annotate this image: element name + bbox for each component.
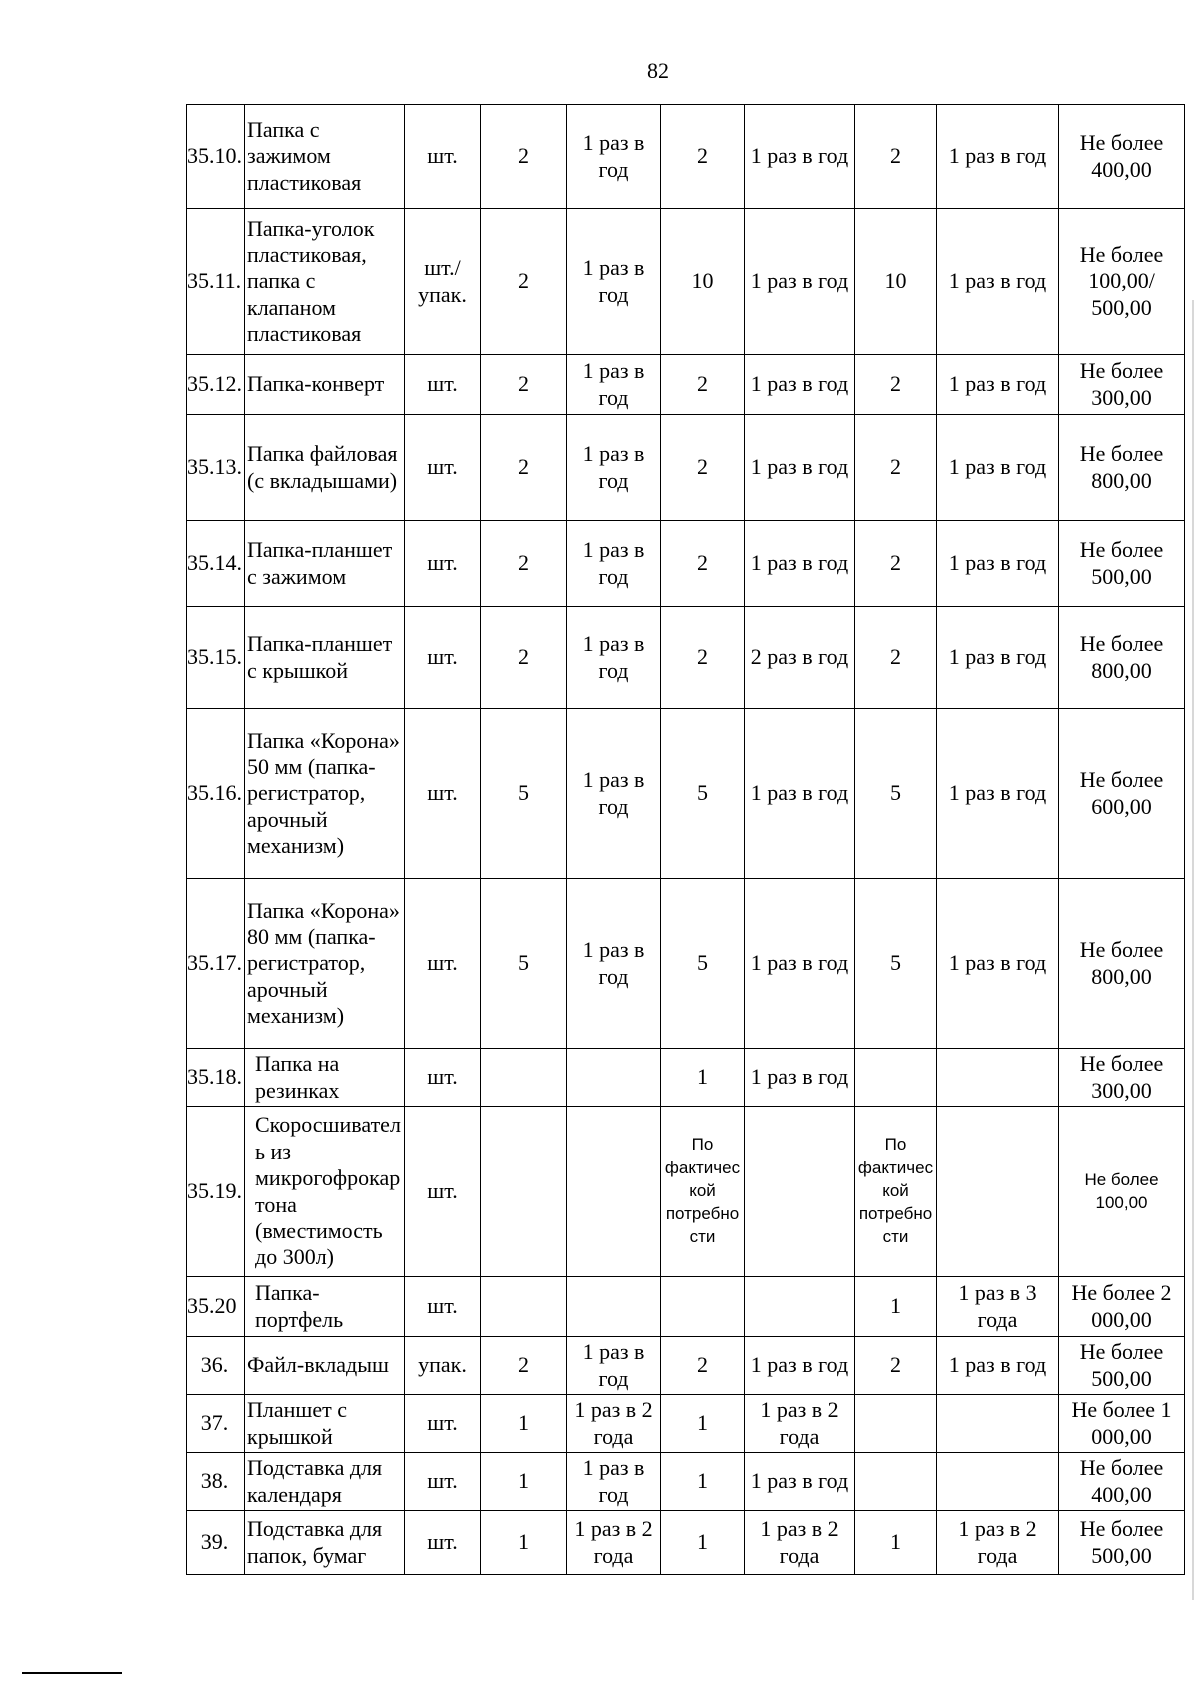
qty-1: 2 bbox=[481, 209, 567, 355]
item-name: Папка-планшет с зажимом bbox=[245, 521, 405, 607]
qty-2: 1 bbox=[661, 1453, 745, 1511]
qty-1 bbox=[481, 1107, 567, 1277]
price: Не более 800,00 bbox=[1059, 607, 1185, 709]
qty-3: 2 bbox=[855, 355, 937, 415]
period-1 bbox=[567, 1277, 661, 1337]
price: Не более 1 000,00 bbox=[1059, 1395, 1185, 1453]
qty-2: 2 bbox=[661, 521, 745, 607]
period-1: 1 раз в год bbox=[567, 879, 661, 1049]
unit: шт. bbox=[405, 521, 481, 607]
period-3 bbox=[937, 1049, 1059, 1107]
period-1: 1 раз в год bbox=[567, 209, 661, 355]
period-2: 1 раз в 2 года bbox=[745, 1395, 855, 1453]
qty-3: 1 bbox=[855, 1277, 937, 1337]
row-number: 35.16. bbox=[187, 709, 245, 879]
price: Не более 500,00 bbox=[1059, 1511, 1185, 1575]
price: Не более 100,00 bbox=[1059, 1107, 1185, 1277]
price: Не более 2 000,00 bbox=[1059, 1277, 1185, 1337]
unit: шт. bbox=[405, 1453, 481, 1511]
qty-3: По фактической потребности bbox=[855, 1107, 937, 1277]
unit: шт. bbox=[405, 1395, 481, 1453]
period-2: 1 раз в год bbox=[745, 355, 855, 415]
period-3: 1 раз в год bbox=[937, 521, 1059, 607]
price: Не более 300,00 bbox=[1059, 1049, 1185, 1107]
qty-1: 2 bbox=[481, 415, 567, 521]
qty-2: 1 bbox=[661, 1395, 745, 1453]
row-number: 35.15. bbox=[187, 607, 245, 709]
qty-2: 5 bbox=[661, 709, 745, 879]
period-2: 1 раз в год bbox=[745, 879, 855, 1049]
period-3 bbox=[937, 1107, 1059, 1277]
period-1: 1 раз в год bbox=[567, 415, 661, 521]
qty-3: 1 bbox=[855, 1511, 937, 1575]
row-number: 39. bbox=[187, 1511, 245, 1575]
unit: шт. bbox=[405, 1107, 481, 1277]
table-row bbox=[187, 1337, 1185, 1395]
period-3: 1 раз в год bbox=[937, 879, 1059, 1049]
qty-1: 2 bbox=[481, 521, 567, 607]
unit: шт./ упак. bbox=[405, 209, 481, 355]
unit: шт. bbox=[405, 879, 481, 1049]
item-name: Папка с зажимом пластиковая bbox=[245, 105, 405, 209]
unit: шт. bbox=[405, 607, 481, 709]
qty-1: 2 bbox=[481, 355, 567, 415]
price: Не более 100,00/ 500,00 bbox=[1059, 209, 1185, 355]
qty-2: 2 bbox=[661, 105, 745, 209]
period-3: 1 раз в год bbox=[937, 709, 1059, 879]
unit: шт. bbox=[405, 105, 481, 209]
qty-1: 5 bbox=[481, 709, 567, 879]
table-row bbox=[187, 1049, 1185, 1107]
qty-1: 2 bbox=[481, 607, 567, 709]
unit: шт. bbox=[405, 1511, 481, 1575]
scan-edge-line bbox=[1192, 300, 1194, 1600]
table-row bbox=[187, 1395, 1185, 1453]
table-row bbox=[187, 607, 1185, 709]
period-2: 2 раз в год bbox=[745, 607, 855, 709]
qty-2: 1 bbox=[661, 1511, 745, 1575]
qty-3: 2 bbox=[855, 1337, 937, 1395]
period-1: 1 раз в год bbox=[567, 105, 661, 209]
price: Не более 600,00 bbox=[1059, 709, 1185, 879]
unit: шт. bbox=[405, 415, 481, 521]
period-2: 1 раз в год bbox=[745, 521, 855, 607]
price: Не более 300,00 bbox=[1059, 355, 1185, 415]
period-2 bbox=[745, 1277, 855, 1337]
period-1: 1 раз в год bbox=[567, 709, 661, 879]
qty-3: 2 bbox=[855, 607, 937, 709]
qty-3: 2 bbox=[855, 415, 937, 521]
price: Не более 500,00 bbox=[1059, 521, 1185, 607]
row-number: 35.11. bbox=[187, 209, 245, 355]
page-number: 82 bbox=[647, 58, 669, 83]
table-row bbox=[187, 355, 1185, 415]
period-1: 1 раз в год bbox=[567, 607, 661, 709]
unit: шт. bbox=[405, 709, 481, 879]
row-number: 37. bbox=[187, 1395, 245, 1453]
row-number: 35.10. bbox=[187, 105, 245, 209]
qty-1: 5 bbox=[481, 879, 567, 1049]
period-1: 1 раз в 2 года bbox=[567, 1511, 661, 1575]
qty-2: 2 bbox=[661, 607, 745, 709]
period-2: 1 раз в 2 года bbox=[745, 1511, 855, 1575]
item-name: Папка на резинках bbox=[245, 1049, 405, 1107]
qty-1: 1 bbox=[481, 1395, 567, 1453]
item-name: Папка-планшет с крышкой bbox=[245, 607, 405, 709]
period-3 bbox=[937, 1395, 1059, 1453]
qty-3: 5 bbox=[855, 709, 937, 879]
period-1: 1 раз в год bbox=[567, 521, 661, 607]
period-3: 1 раз в год bbox=[937, 1337, 1059, 1395]
item-name: Подставка для папок, бумаг bbox=[245, 1511, 405, 1575]
qty-2: 2 bbox=[661, 415, 745, 521]
period-2: 1 раз в год bbox=[745, 105, 855, 209]
period-1: 1 раз в 2 года bbox=[567, 1395, 661, 1453]
item-name: Папка файловая (с вкладышами) bbox=[245, 415, 405, 521]
qty-2: 2 bbox=[661, 355, 745, 415]
period-2 bbox=[745, 1107, 855, 1277]
row-number: 35.13. bbox=[187, 415, 245, 521]
table-row bbox=[187, 1277, 1185, 1337]
qty-3 bbox=[855, 1049, 937, 1107]
period-2: 1 раз в год bbox=[745, 1453, 855, 1511]
period-3: 1 раз в год bbox=[937, 607, 1059, 709]
unit: шт. bbox=[405, 1049, 481, 1107]
price: Не более 500,00 bbox=[1059, 1337, 1185, 1395]
qty-2: 1 bbox=[661, 1049, 745, 1107]
period-2: 1 раз в год bbox=[745, 709, 855, 879]
period-3: 1 раз в год bbox=[937, 105, 1059, 209]
item-name: Папка-уголок пластиковая, папка с клапаном пластиковая bbox=[245, 209, 405, 355]
item-name: Папка «Корона» 80 мм (папка-регистратор, арочный механизм) bbox=[245, 879, 405, 1049]
qty-2 bbox=[661, 1277, 745, 1337]
qty-1 bbox=[481, 1277, 567, 1337]
period-1: 1 раз в год bbox=[567, 1453, 661, 1511]
table-row bbox=[187, 1453, 1185, 1511]
qty-2: 5 bbox=[661, 879, 745, 1049]
item-name: Файл-вкладыш bbox=[245, 1337, 405, 1395]
qty-3: 5 bbox=[855, 879, 937, 1049]
period-1: 1 раз в год bbox=[567, 355, 661, 415]
row-number: 35.12. bbox=[187, 355, 245, 415]
norms-table bbox=[186, 104, 1185, 1575]
period-2: 1 раз в год bbox=[745, 415, 855, 521]
item-name: Папка-конверт bbox=[245, 355, 405, 415]
qty-3: 2 bbox=[855, 521, 937, 607]
item-name: Папка «Корона» 50 мм (папка-регистратор, арочный механизм) bbox=[245, 709, 405, 879]
qty-3 bbox=[855, 1453, 937, 1511]
table-row bbox=[187, 415, 1185, 521]
price: Не более 400,00 bbox=[1059, 1453, 1185, 1511]
row-number: 35.17. bbox=[187, 879, 245, 1049]
period-3: 1 раз в год bbox=[937, 355, 1059, 415]
table-row bbox=[187, 209, 1185, 355]
price: Не более 400,00 bbox=[1059, 105, 1185, 209]
period-3: 1 раз в год bbox=[937, 415, 1059, 521]
row-number: 35.19. bbox=[187, 1107, 245, 1277]
table-row bbox=[187, 879, 1185, 1049]
unit: шт. bbox=[405, 1277, 481, 1337]
item-name: Папка-портфель bbox=[245, 1277, 405, 1337]
qty-1: 1 bbox=[481, 1511, 567, 1575]
qty-3: 2 bbox=[855, 105, 937, 209]
row-number: 38. bbox=[187, 1453, 245, 1511]
item-name: Скоросшиватель из микрогофрокартона (вместимость до 300л) bbox=[245, 1107, 405, 1277]
qty-2: 2 bbox=[661, 1337, 745, 1395]
table-row bbox=[187, 521, 1185, 607]
period-3 bbox=[937, 1453, 1059, 1511]
unit: шт. bbox=[405, 355, 481, 415]
row-number: 35.14. bbox=[187, 521, 245, 607]
price: Не более 800,00 bbox=[1059, 879, 1185, 1049]
period-2: 1 раз в год bbox=[745, 1337, 855, 1395]
period-2: 1 раз в год bbox=[745, 209, 855, 355]
row-number: 35.18. bbox=[187, 1049, 245, 1107]
table-row bbox=[187, 709, 1185, 879]
table-row bbox=[187, 1107, 1185, 1277]
qty-1 bbox=[481, 1049, 567, 1107]
period-3: 1 раз в год bbox=[937, 209, 1059, 355]
bottom-edge-line bbox=[22, 1672, 122, 1674]
period-2: 1 раз в год bbox=[745, 1049, 855, 1107]
qty-2: По фактической потребности bbox=[661, 1107, 745, 1277]
period-3: 1 раз в 3 года bbox=[937, 1277, 1059, 1337]
price: Не более 800,00 bbox=[1059, 415, 1185, 521]
qty-1: 2 bbox=[481, 1337, 567, 1395]
period-1: 1 раз в год bbox=[567, 1337, 661, 1395]
qty-1: 2 bbox=[481, 105, 567, 209]
unit: упак. bbox=[405, 1337, 481, 1395]
period-1 bbox=[567, 1107, 661, 1277]
period-1 bbox=[567, 1049, 661, 1107]
table-row bbox=[187, 1511, 1185, 1575]
row-number: 35.20 bbox=[187, 1277, 245, 1337]
period-3: 1 раз в 2 года bbox=[937, 1511, 1059, 1575]
item-name: Планшет с крышкой bbox=[245, 1395, 405, 1453]
item-name: Подставка для календаря bbox=[245, 1453, 405, 1511]
qty-3: 10 bbox=[855, 209, 937, 355]
row-number: 36. bbox=[187, 1337, 245, 1395]
qty-1: 1 bbox=[481, 1453, 567, 1511]
table-row bbox=[187, 105, 1185, 209]
qty-2: 10 bbox=[661, 209, 745, 355]
qty-3 bbox=[855, 1395, 937, 1453]
